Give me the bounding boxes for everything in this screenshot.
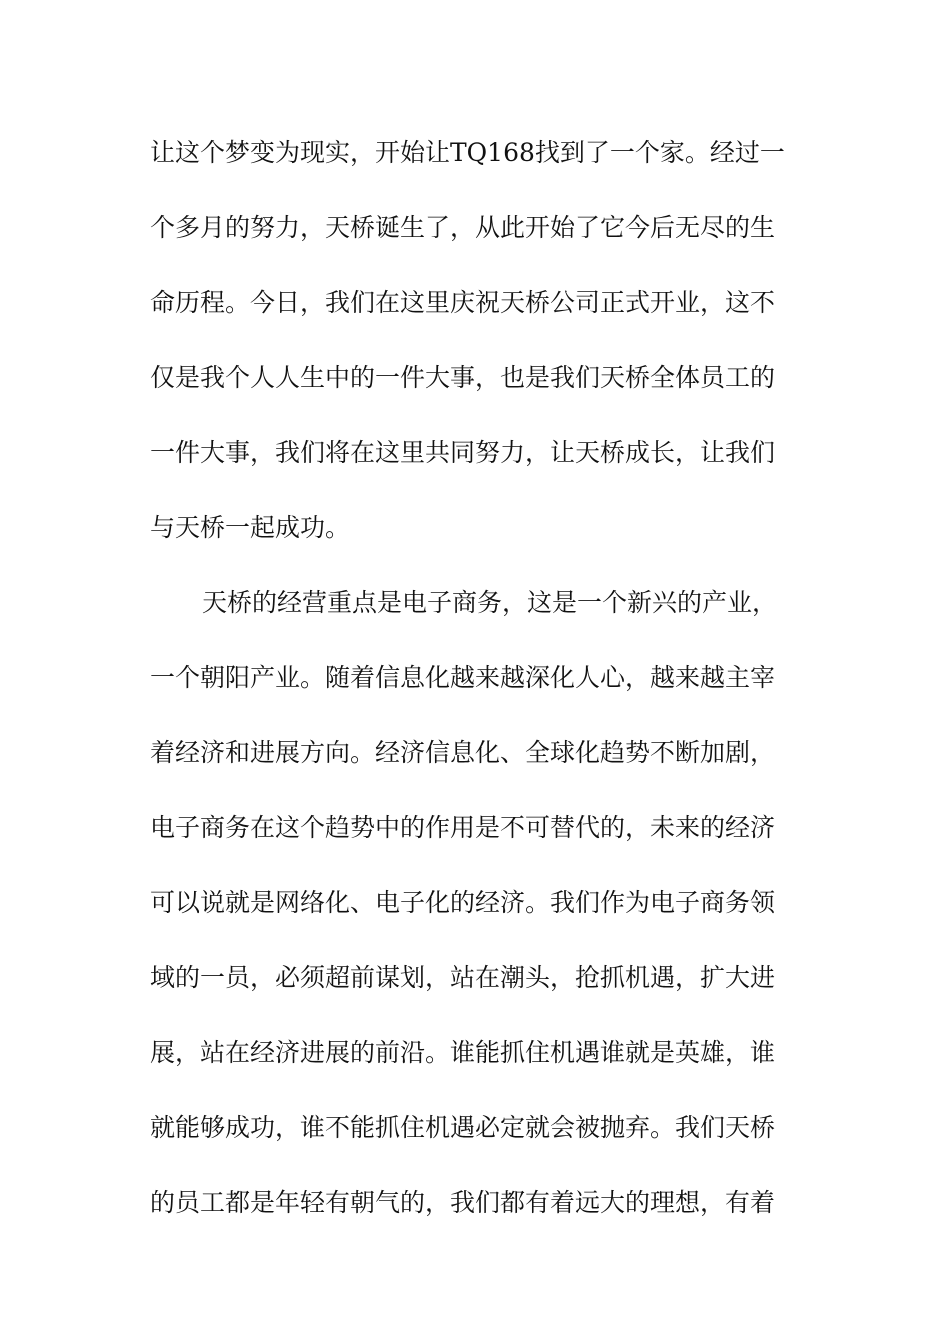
text-line: 电子商务在这个趋势中的作用是不可替代的，未来的经济 bbox=[150, 813, 776, 842]
text-line: 一个朝阳产业。随着信息化越来越深化人心，越来越主宰 bbox=[150, 663, 776, 692]
document-body bbox=[150, 128, 800, 1253]
text-line: 让这个梦变为现实，开始让TQ168找到了一个家。经过一 bbox=[150, 138, 785, 167]
text-line: 的员工都是年轻有朝气的，我们都有着远大的理想，有着 bbox=[150, 1188, 776, 1217]
text-line: 可以说就是网络化、电子化的经济。我们作为电子商务领 bbox=[150, 888, 776, 917]
text-line: 着经济和进展方向。经济信息化、全球化趋势不断加剧， bbox=[150, 738, 776, 767]
text-line: 就能够成功，谁不能抓住机遇必定就会被抛弃。我们天桥 bbox=[150, 1113, 776, 1142]
text-line: 命历程。今日，我们在这里庆祝天桥公司正式开业，这不 bbox=[150, 288, 776, 317]
text-line: 域的一员，必须超前谋划，站在潮头，抢抓机遇，扩大进 bbox=[150, 963, 776, 992]
text-line: 仅是我个人人生中的一件大事，也是我们天桥全体员工的 bbox=[150, 363, 776, 392]
paragraph-first-line: 天桥的经营重点是电子商务，这是一个新兴的产业， bbox=[202, 588, 778, 617]
text-line: 个多月的努力，天桥诞生了，从此开始了它今后无尽的生 bbox=[150, 213, 776, 242]
text-line: 一件大事，我们将在这里共同努力，让天桥成长，让我们 bbox=[150, 438, 776, 467]
text-line: 与天桥一起成功。 bbox=[150, 513, 351, 542]
text-line: 展，站在经济进展的前沿。谁能抓住机遇谁就是英雄，谁 bbox=[150, 1038, 776, 1067]
